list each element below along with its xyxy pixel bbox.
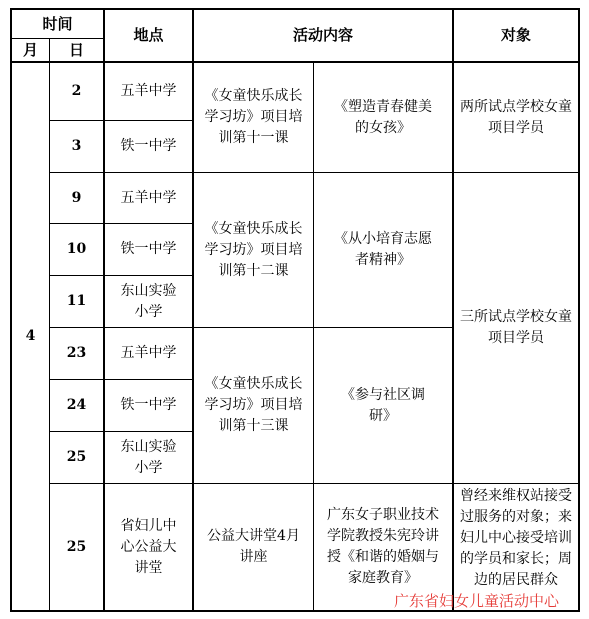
day-cell: 24 — [66, 397, 87, 413]
month-cell: 4 — [25, 328, 36, 344]
place-cell: 五羊中学 — [120, 345, 177, 361]
table-border-right — [578, 8, 580, 612]
topic-cell: 《塑造青春健美的女孩》 — [334, 98, 432, 136]
place-cell: 东山实验小学 — [120, 438, 177, 476]
day-cell: 2 — [71, 83, 82, 99]
target-cell: 两所试点学校女童项目学员 — [460, 98, 572, 136]
target-cell: 三所试点学校女童项目学员 — [460, 309, 572, 346]
topic-cell: 广东女子职业技术学院教授朱宪玲讲授《和谐的婚姻与家庭教育》 — [327, 507, 439, 586]
place-cell: 五羊中学 — [120, 189, 177, 206]
day-cell: 10 — [66, 241, 87, 257]
header-place: 地点 — [133, 26, 164, 44]
topic-cell: 《从小培育志愿者精神》 — [334, 231, 432, 268]
day-cell: 9 — [71, 189, 82, 206]
day-cell: 23 — [66, 345, 87, 361]
activity-cell: 《女童快乐成长学习坊》项目培训第十二课 — [204, 220, 303, 279]
activity-cell: 《女童快乐成长学习坊》项目培训第十一课 — [204, 88, 303, 146]
topic-cell: 《参与社区调研》 — [341, 386, 425, 424]
place-cell: 五羊中学 — [120, 83, 177, 99]
header-time: 时间 — [42, 14, 73, 33]
target-cell: 曾经来维权站接受过服务的对象；来妇儿中心接受培训的学员和家长；周边的居民群众 — [460, 488, 572, 588]
place-cell: 东山实验小学 — [120, 282, 177, 320]
activity-cell: 公益大讲堂4月讲座 — [207, 528, 300, 565]
day-cell: 25 — [66, 538, 87, 555]
watermark-text: 广东省妇女儿童活动中心 — [394, 592, 560, 610]
header-day: 日 — [68, 40, 84, 59]
day-cell: 11 — [66, 293, 87, 309]
activity-cell: 《女童快乐成长学习坊》项目培训第十三课 — [204, 376, 303, 434]
day-cell: 3 — [71, 138, 82, 154]
place-cell: 铁一中学 — [120, 241, 177, 257]
header-month: 月 — [22, 40, 38, 59]
header-content: 活动内容 — [292, 26, 353, 44]
place-cell: 铁一中学 — [120, 397, 177, 413]
place-cell: 省妇儿中心公益大讲堂 — [120, 517, 177, 576]
place-cell: 铁一中学 — [120, 138, 177, 154]
day-cell: 25 — [66, 449, 87, 465]
header-target: 对象 — [500, 26, 531, 44]
